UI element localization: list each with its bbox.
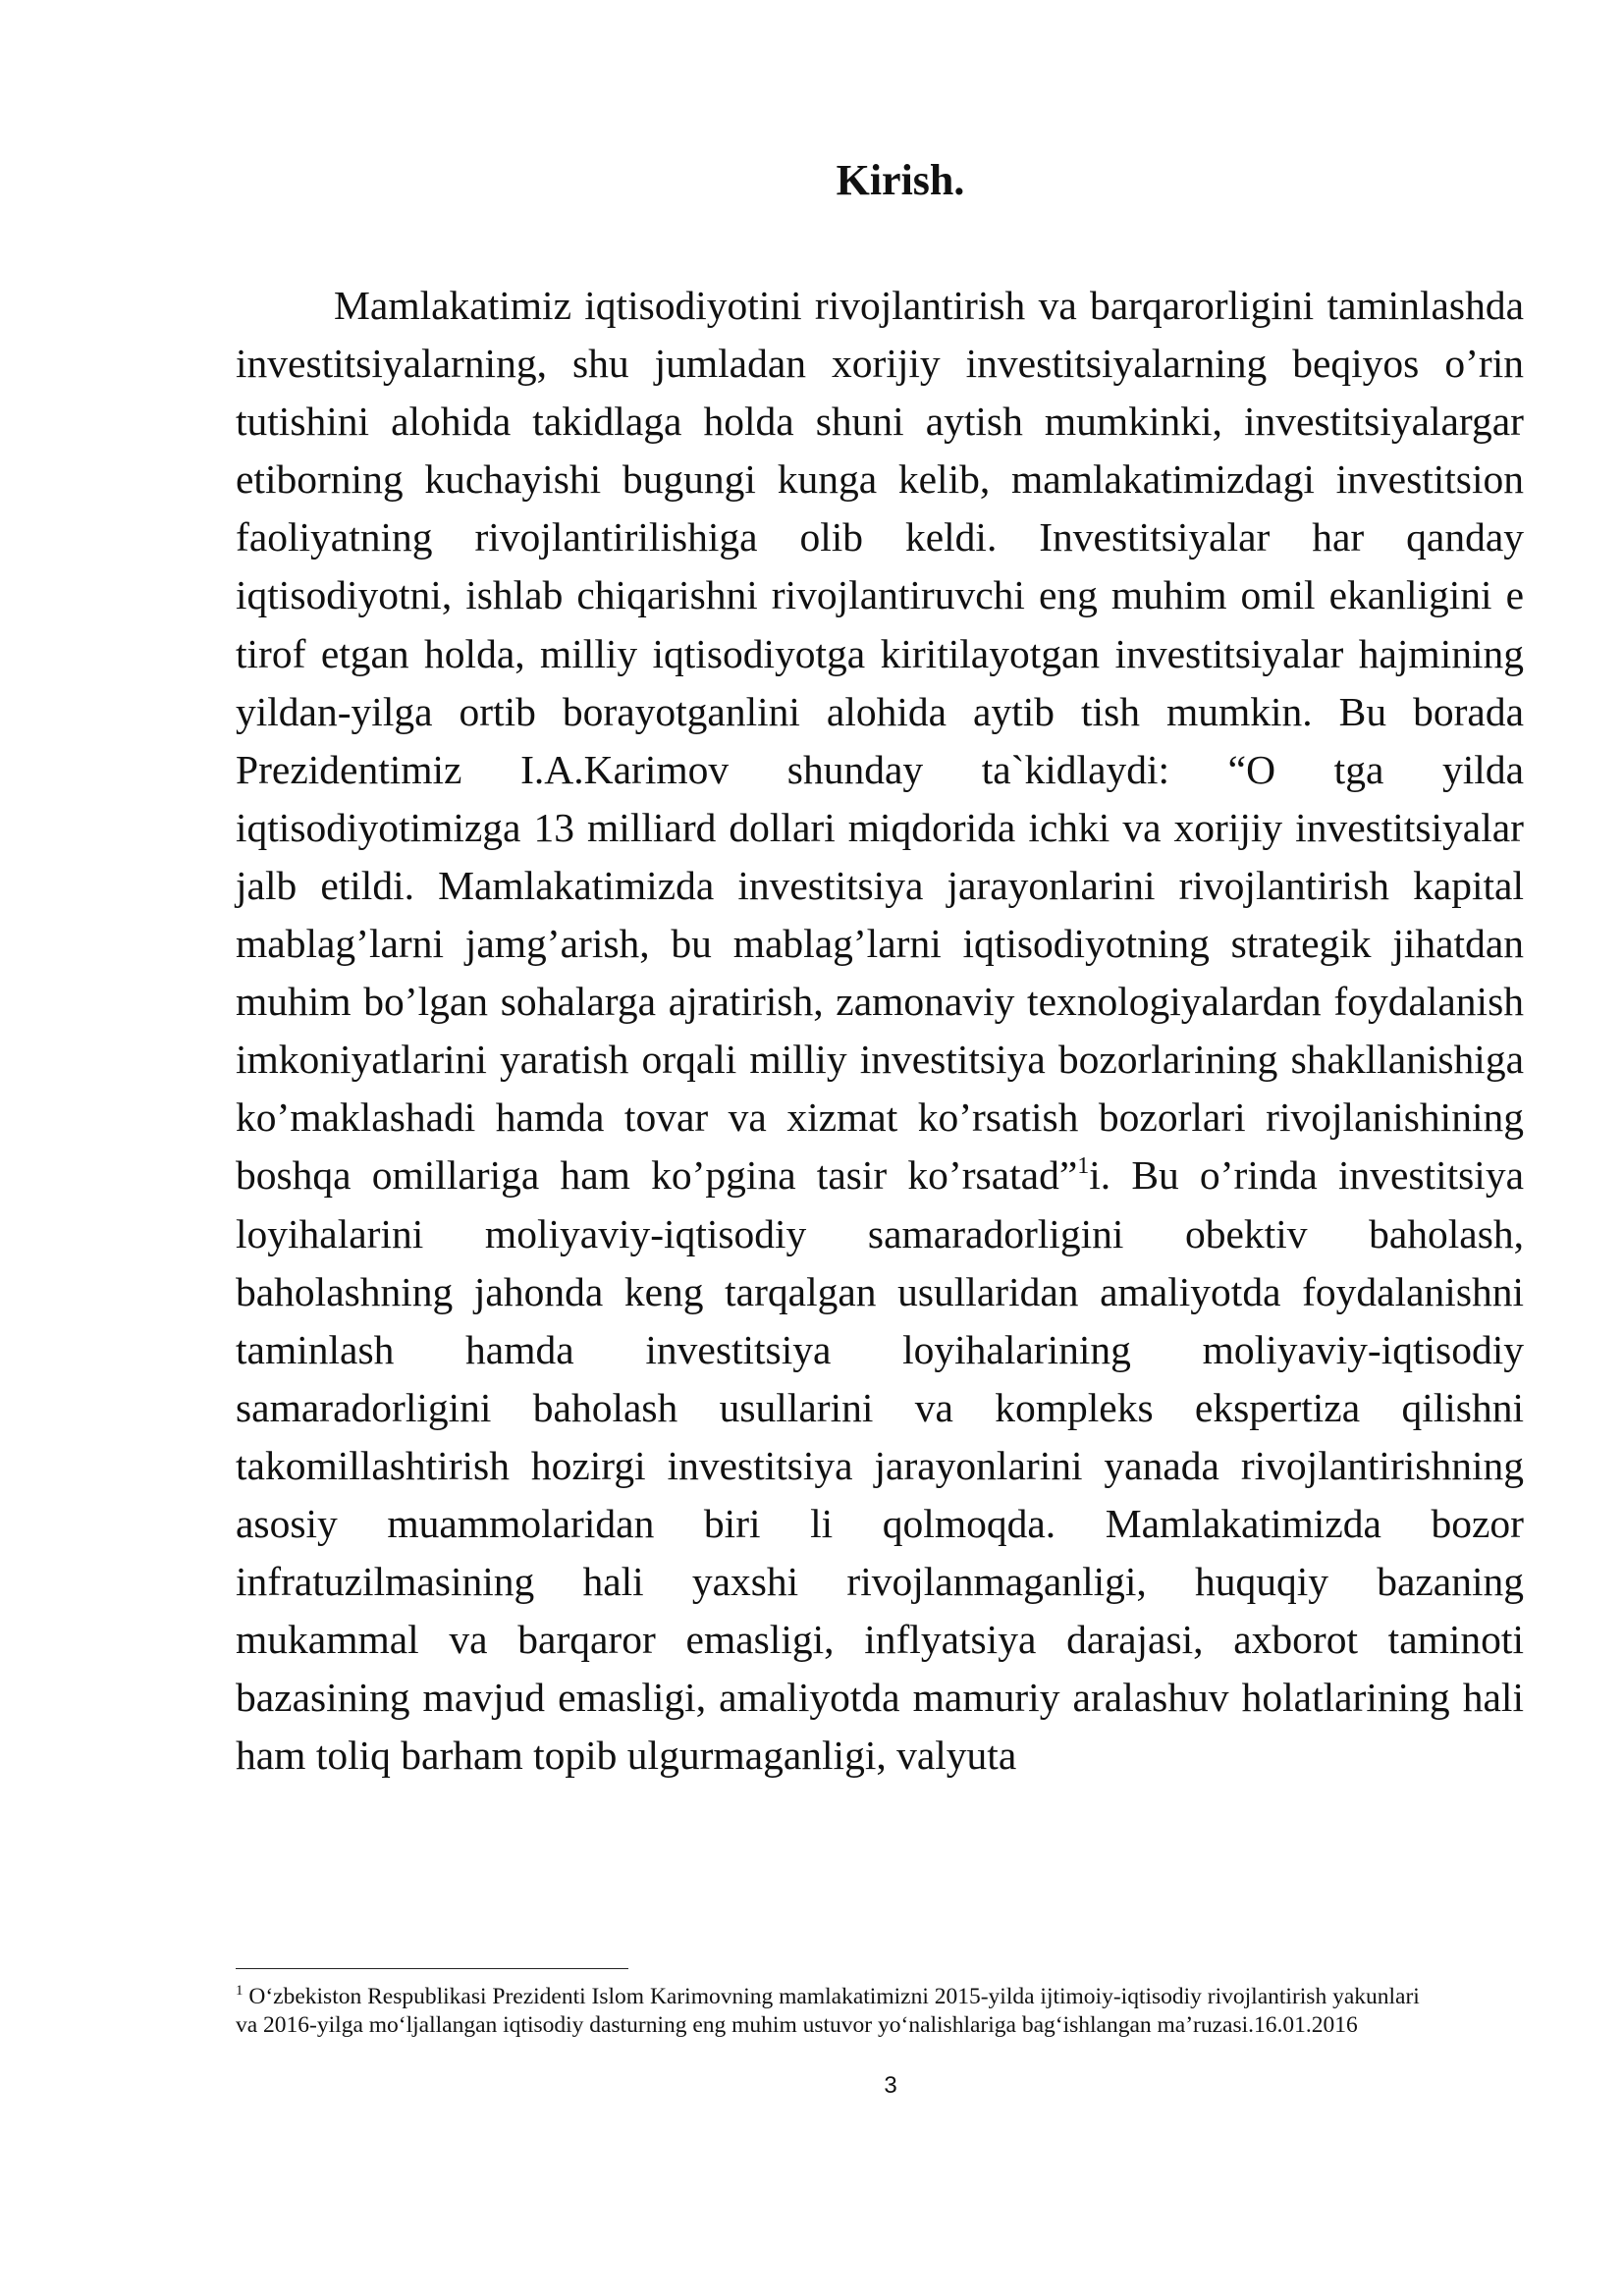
section-title: Kirish. (836, 156, 965, 204)
body-text-part-2: i. Bu o’rinda investitsiya loyihalarini moliyaviy-iqtisodiy samaradorligini obektiv baholash, baholashning jahonda keng tarqalgan usullaridan amaliyotda foydalanishni taminlash hamda investitsiya loyihalarining moliyaviy-iqtisodiy samaradorligini baholash usullarini va kompleks ekspertiza qilishni takomillashtirish hozirgi investitsiya jarayonlarini yanada rivojlantirishning asosiy muammolaridan biri li qolmoqda. Mamlakatimizda bozor infratuzilmasining hali yaxshi rivojlanmaganligi, huquqiy bazaning mukammal va barqaror emasligi, inflyatsiya darajasi, axborot taminoti bazasining mavjud emasligi, amaliyotda mamuriy aralashuv holatlarining hali ham toliq barham topib ulgurmaganligi, valyuta (236, 1152, 1524, 1779)
page-number: 3 (884, 2072, 897, 2099)
body-paragraph (236, 277, 1524, 1785)
body-text-part-1: Mamlakatimiz iqtisodiyotini rivojlantirish va barqarorligini taminlashda investitsiyalarning, shu jumladan xorijiy investitsiyalarning beqiyos o’rin tutishini alohida takidlaga holda shuni aytish mumkinki, investitsiyalargar etiborning kuchayishi bugungi kunga kelib, mamlakatimizdagi investitsion faoliyatning rivojlantirilishiga olib keldi. Investitsiyalar har qanday iqtisodiyotni, ishlab chiqarishni rivojlantiruvchi eng muhim omil ekanligini e tirof etgan holda, milliy iqtisodiyotga kiritilayotgan investitsiyalar hajmining yildan-yilga ortib borayotganlini alohida aytib tish mumkin. Bu borada Prezidentimiz I.A.Karimov shunday ta`kidlaydi: “O tga yilda iqtisodiyotimizga 13 milliard dollari miqdorida ichki va xorijiy investitsiyalar jalb etildi. Mamlakatimizda investitsiya jarayonlarini rivojlantirish kapital mablag’larni jamg’arish, bu mablag’larni iqtisodiyotning strategik jihatdan muhim bo’lgan sohalarga ajratirish, zamonaviy texnologiyalardan foydalanish imkoniyatlarini yaratish orqali milliy investitsiya bozorlarining shakllanishiga ko’maklashadi hamda tovar va xizmat ko’rsatish bozorlari rivojlanishining boshqa omillariga ham ko’pgina tasir ko’rsatad” (236, 283, 1524, 1199)
body-text (236, 277, 1524, 1785)
footnote-text: O‘zbekiston Respublikasi Prezidenti Islom Karimovning mamlakatimizni 2015-yilda ijtimoiy-iqtisodiy rivojlantirish yakunlari va 2016-yilga mo‘ljallangan iqtisodiy dasturning eng muhim ustuvor yo‘nalishlariga bag‘ishlangan ma’ruzasi.16.01.2016 (236, 1984, 1420, 2038)
footnote-separator (236, 1968, 628, 1969)
footnote-reference: 1 (1077, 1153, 1090, 1180)
footnote (236, 1983, 1443, 2040)
footnote-mark: 1 (236, 1983, 244, 1999)
